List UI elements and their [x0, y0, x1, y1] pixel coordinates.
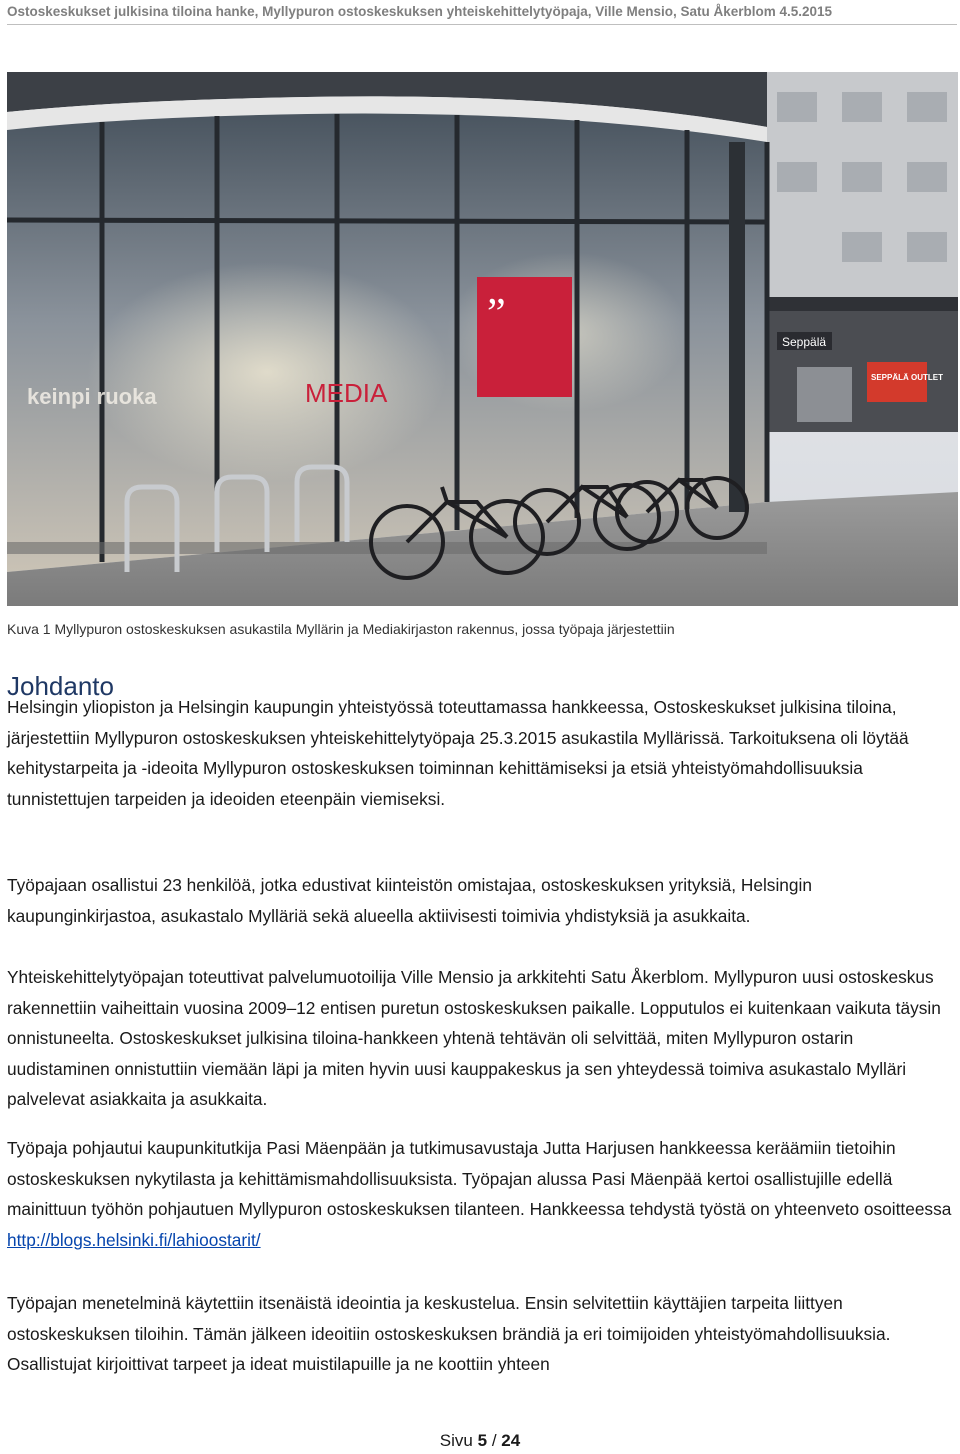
store-sign-outlet: SEPPÄLÄ OUTLET: [871, 373, 944, 382]
svg-text:”: ”: [487, 291, 506, 337]
window-lettering: keinpi ruoka: [27, 384, 157, 409]
page-number: [0, 1431, 960, 1451]
page-current: 5: [477, 1431, 488, 1450]
store-sign: Seppälä: [782, 335, 827, 349]
page-total: 24: [501, 1431, 521, 1450]
running-header: Ostoskeskukset julkisina tiloina hanke, Myllypuron ostoskeskuksen yhteiskehittelytyöpaja, Ville Mensio, Satu Åkerblom 4.5.2015: [7, 4, 833, 19]
page-separator: /: [491, 1431, 497, 1450]
library-sign: MEDIA: [305, 378, 388, 408]
paragraph-5: Työpajan menetelminä käytettiin itsenäistä ideointia ja keskustelua. Ensin selvitettiin käyttäjien tarpeita liittyen ostoskeskuksen tiloihin. Tämän jälkeen ideoitiin ostoskeskuksen brändiä ja eri toimijoiden yhteistyömahdollisuuksia. Osallistujat kirjoittivat tarpeet ja ideat muistilapuille ja ne koottiin yhteen: [7, 1293, 891, 1374]
paragraph-2: Työpajaan osallistui 23 henkilöä, jotka edustivat kiinteistön omistajaa, ostoskeskuksen yrityksiä, Helsingin kaupunginkirjastoa, asukastalo Mylläriä sekä alueella aktiivisesti toimivia yhdistyksiä ja asukkaita.: [7, 875, 812, 926]
paragraph-1: Helsingin yliopiston ja Helsingin kaupungin yhteistyössä toteuttamassa hankkeessa, Ostoskeskukset julkisina tiloina, järjestettiin Myllypuron ostoskeskuksen yhteiskehittelytyöpaja 25.3.2015 asukastila Myllärissä. Tarkoituksena oli löytää kehitystarpeita ja -ideoita Myllypuron ostoskeskuksen toiminnan kehittämiseksi ja etsiä yhteistyömahdollisuuksia tunnistettujen tarpeiden ja ideoiden eteenpäin viemiseksi.: [7, 697, 909, 809]
figure-caption: Kuva 1 Myllypuron ostoskeskuksen asukastila Myllärin ja Mediakirjaston rakennus, jossa työpaja järjestettiin: [7, 621, 675, 637]
paragraph-4: [7, 1133, 957, 1255]
page-label: Sivu: [439, 1431, 473, 1450]
header-divider: [7, 24, 957, 25]
paragraph-4-text: Työpaja pohjautui kaupunkitutkija Pasi Mäenpään ja tutkimusavustaja Jutta Harjusen hankkeessa keräämiin tietoihin ostoskeskuksen nykytilasta ja kehittämismahdollisuuksista. Työpajan alussa Pasi Mäenpää kertoi osallistujille edellä mainittuun työhön pohjautuen Myllypuron ostoskeskuksen tilanteen. Hankkeessa tehdystä työstä on yhteenveto osoitteessa: [7, 1138, 952, 1219]
paragraph-3: Yhteiskehittelytyöpajan toteuttivat palvelumuotoilija Ville Mensio ja arkkitehti Satu Åkerblom. Myllypuron uusi ostoskeskus rakennettiin vaiheittain vuosina 2009–12 entisen puretun ostoskeskuksen paikalle. Lopputulos ei kuitenkaan vaikuta täysin onnistuneelta. Ostoskeskukset julkisina tiloina-hankkeen yhtenä tehtävän oli selvittää, miten Myllypuron ostarin uudistaminen onnistuttiin viemään läpi ja miten hyvin uusi kauppakeskus ja sen yhteydessä toimiva asukastalo Mylläri palvelevat asiakkaita ja asukkaita.: [7, 967, 941, 1109]
section-heading: Johdanto: [7, 671, 114, 701]
building-photo: [7, 72, 958, 606]
blog-link[interactable]: http://blogs.helsinki.fi/lahioostarit/: [7, 1229, 261, 1250]
